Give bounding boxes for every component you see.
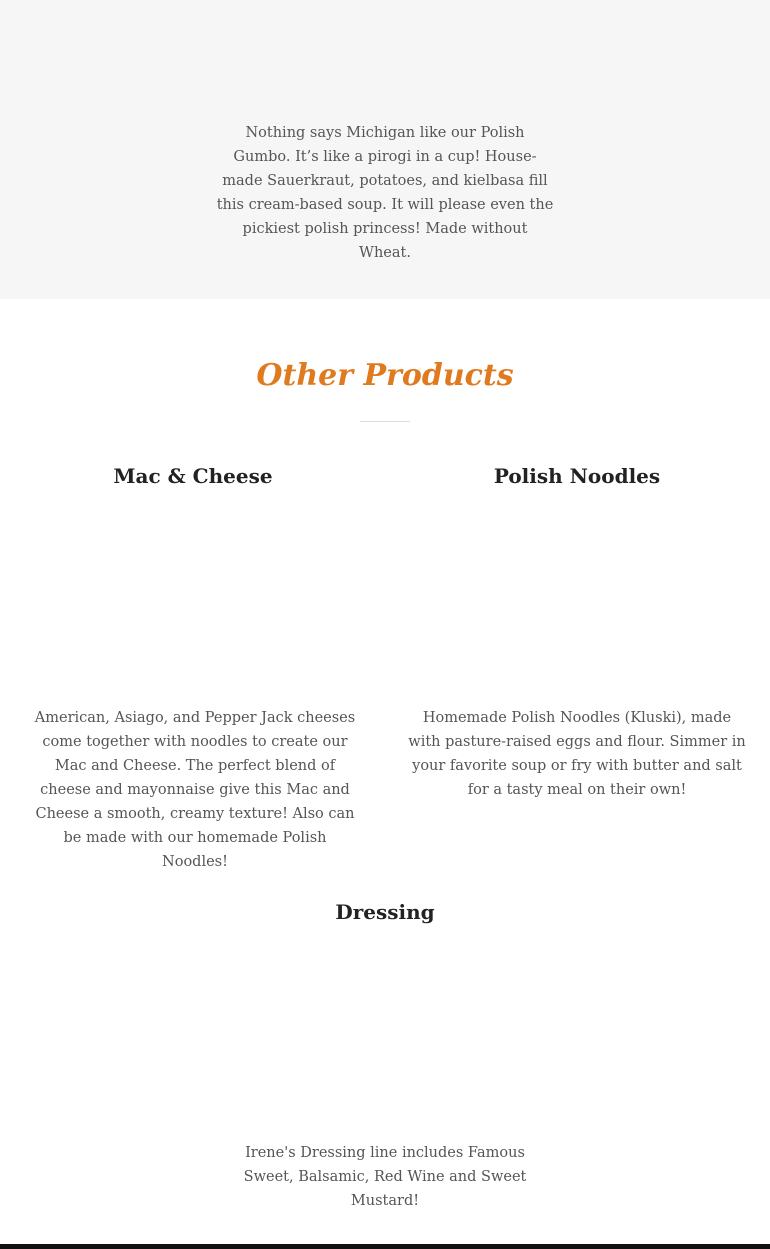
product-image-mac-cheese[interactable] bbox=[30, 500, 356, 700]
product-name-dressing[interactable]: Dressing bbox=[335, 900, 435, 924]
product-name-polish-noodles[interactable]: Polish Noodles bbox=[493, 464, 661, 488]
section-title: Other Products bbox=[256, 358, 514, 393]
product-description-mac-cheese: American, Asiago, and Pepper Jack cheeses come together with noodles to create our Mac and Cheese. The perfect blend of cheese and mayonnaise give this Mac and Cheese a smooth, creamy texture! Also can be made with our homemade Polish Noodles! bbox=[34, 710, 356, 870]
product-name-mac-cheese[interactable]: Mac & Cheese bbox=[113, 464, 273, 488]
product-image-polish-noodles[interactable] bbox=[410, 500, 744, 700]
hero-description: Nothing says Michigan like our Polish Gumbo. It’s like a pirogi in a cup! House-made Sauerkraut, potatoes, and kielbasa fill this cream-based soup. It will please even the pickiest polish princess! Made without Wheat. bbox=[216, 125, 554, 261]
product-description-polish-noodles: Homemade Polish Noodles (Kluski), made with pasture-raised eggs and flour. Simmer in your favorite soup or fry with butter and salt for a tasty meal on their own! bbox=[408, 710, 746, 798]
hero-section bbox=[0, 0, 770, 299]
footer-bar bbox=[0, 1244, 770, 1249]
product-description-dressing: Irene's Dressing line includes Famous Sweet, Balsamic, Red Wine and Sweet Mustard! bbox=[243, 1145, 527, 1209]
product-image-dressing[interactable] bbox=[222, 936, 548, 1136]
title-divider bbox=[360, 421, 410, 422]
